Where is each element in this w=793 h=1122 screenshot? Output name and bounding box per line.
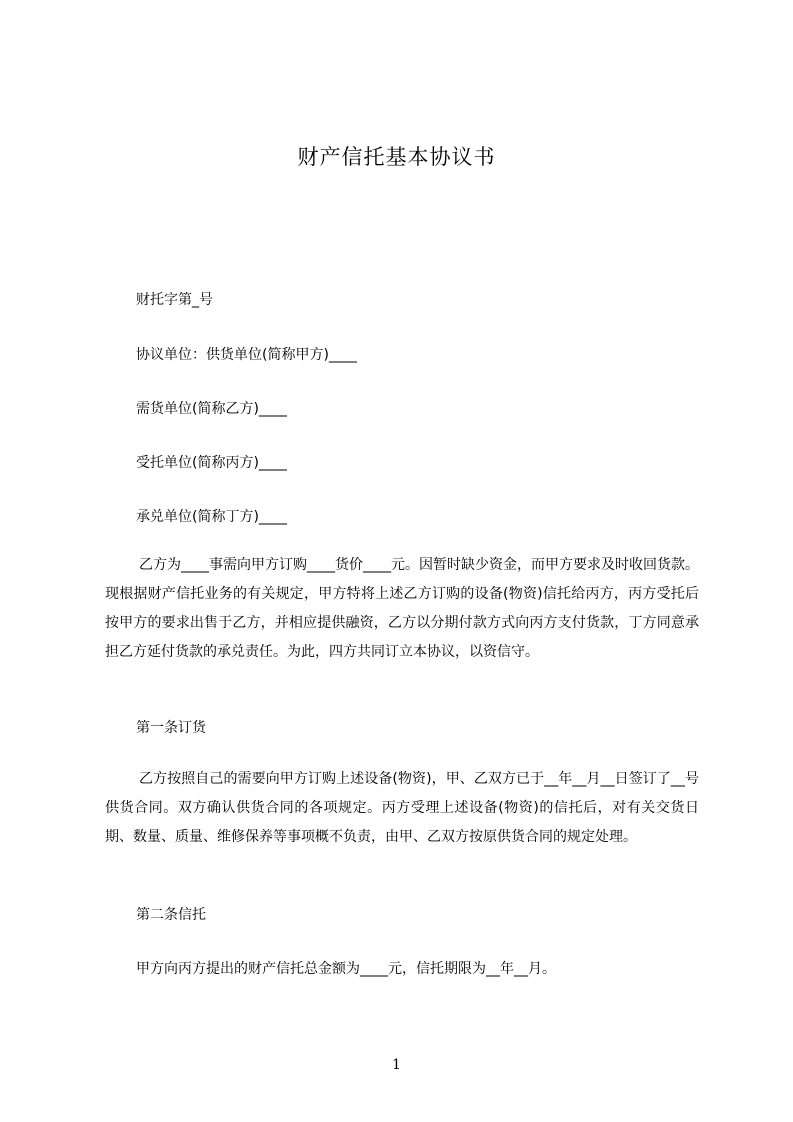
party-a-line: 协议单位：供货单位(简称甲方)____ — [136, 347, 357, 363]
article2-heading: 第二条信托 — [136, 907, 206, 923]
party-b-line: 需货单位(简称乙方)____ — [136, 401, 287, 417]
page-number: 1 — [392, 1057, 401, 1073]
article2-paragraph: 甲方向丙方提出的财产信托总金额为____元，信托期限为__年__月。 — [136, 961, 556, 977]
preamble-paragraph: 乙方为____事需向甲方订购____货价____元。因暂时缺少资金，而甲方要求及时收回货款。现根据财产信托业务的有关规定，甲方特将上述乙方订购的设备(物资)信托给丙方，丙方受托后按甲方的要求出售于乙方，并相应提供融资，乙方以分期付款方式向丙方支付货款，丁方同意承担乙方延付货款的承兑责任。为此，四方共同订立本协议，以资信守。 — [105, 557, 699, 660]
article1-paragraph: 乙方按照自己的需要向甲方订购上述设备(物资)，甲、乙双方已于__年__月__日签订了__号供货合同。双方确认供货合同的各项规定。丙方受理上述设备(物资)的信托后，对有关交货日期、数量、质量、维修保养等事项概不负责，由甲、乙双方按原供货合同的规定处理。 — [105, 771, 699, 845]
document-title: 财产信托基本协议书 — [297, 145, 496, 169]
doc-number: 财托字第_号 — [136, 292, 213, 308]
article1-heading: 第一条订货 — [136, 720, 206, 736]
party-c-line: 受托单位(简称丙方)____ — [136, 455, 287, 471]
party-d-line: 承兑单位(简称丁方)____ — [136, 509, 287, 525]
